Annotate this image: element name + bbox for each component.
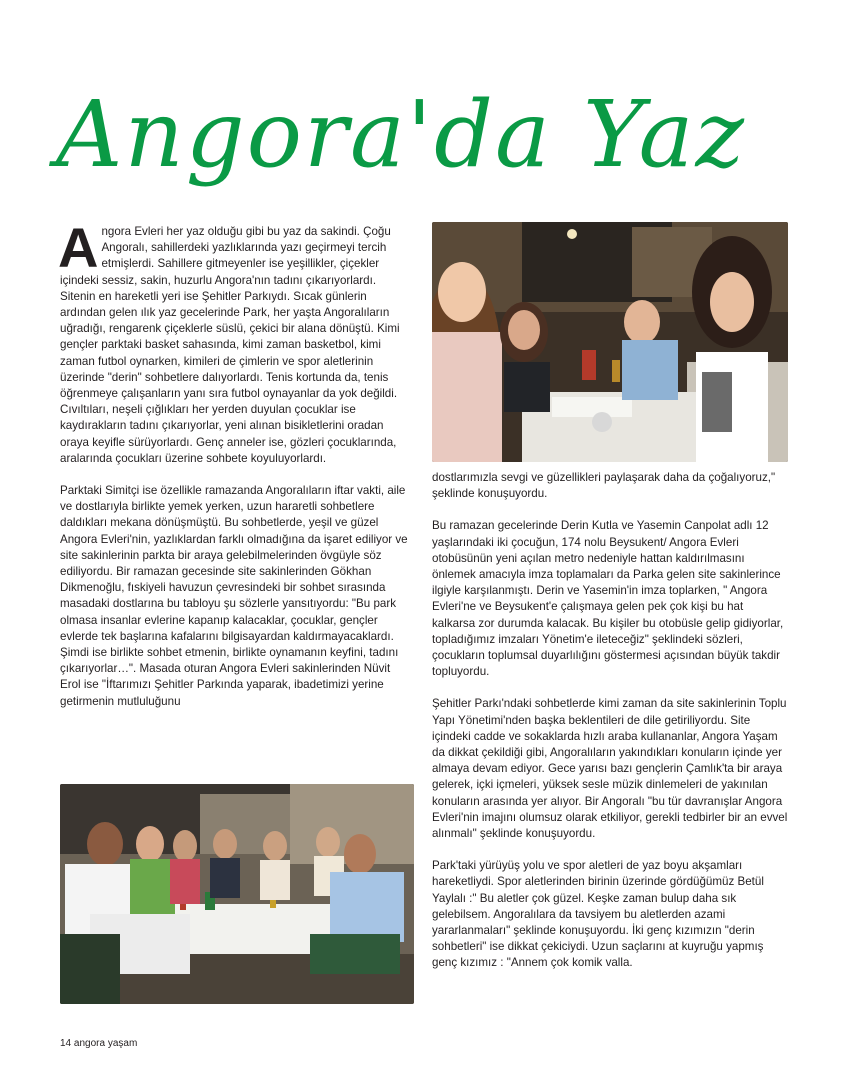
right-column bbox=[432, 470, 788, 988]
signature-campaign-paragraph: Bu ramazan gecelerinde Derin Kutla ve Yasemin Canpolat adlı 12 yaşlarındaki iki çocuğun, 174 nolu Beysukent/ Angora Evleri otobüsünün yeni açılan metro nedeniyle hattan kaldırılmasını önlemek amacıyla imza toplamaları da Parka gelen site sakinlerince ilgiyle karşılanmıştı. Derin ve Yasemin'in imza toplarken, " Angora Evleri'ne ve Beysukent'e çalışmaya gelen pek çok kişi bu hat kalkarsa zor durumda kalacak. Bu kişiler bu otobüsle gelip gidiyorlar, topladığımız imzaları Yönetim'e ileteceğiz" şeklindeki sözleri, çocukların toplumsal duyarlılığını göstermesi açısından büyük takdir topluyordu. bbox=[432, 519, 784, 679]
intro-paragraph bbox=[58, 216, 413, 467]
drop-cap: A bbox=[58, 216, 99, 279]
photo-people-at-table bbox=[432, 222, 788, 462]
residents-expectations-paragraph: Şehitler Parkı'ndaki sohbetlerde kimi zaman da site sakinlerinin Toplu Yapı Yönetimi'nden başka beklentileri de dile getiriliyordu. Site içindeki cadde ve sokaklarda hızlı araba kullananlar, Angora Yaşam da dikkat çekildiği gibi, Angoralıların yakındıkları konuların içinde yer almaya devam ediyor. Gece yarısı bazı gençlerin Çamlık'ta bir araya gelerek, içki içmeleri, yüksek sesle müzik dinlemeleri de yakınılan konuların arasında yer alıyor. Bir Angoralı "bu tür davranışlar Angora Evleri'nin imajını olumsuz olarak etkiliyor, gerekli tedbirler bir an evvel alınmalı" şeklinde konuşuyordu. bbox=[432, 697, 788, 841]
simitci-paragraph: Parktaki Simitçi ise özellikle ramazanda Angoralıların iftar vakti, aile ve dostlarıyla birlikte yemek yerken, uzun hararetli sohbetlere daldıkları mekana dönüşmüştü. Bu sohbetlerde, yeşil ve güzel Angora Evleri'nin, yazlıklardan farklı olmadığına da işaret ediliyor ve site sakinlerinin parkta bir araya gelebilmelerinden övgüyle söz ediliyordu. Bir ramazan gecesinde site sakinlerinden Gökhan Dikmenoğlu, fıskiyeli havuzun çevresindeki bir sohbet sırasında masadaki dostlarına bu tabloyu şu sözlerle yansıtıyordu: "Bu park olmasa insanlar evlerine kapanıp kalacaklar, çocuklar, gençler evlerde tek başlarına kafalarını bilgisayardan kaldırmayacaklardı. Şimdi ise birlikte sohbet etmenin, birlikte oynamanın keyfini, tadını çıkarıyorlar…". Masada oturan Angora Evleri sakinlerinden Nüvit Erol ise "İftarımızı Şehitler Parkında yaparak, ibadetimizi yerine getirmenin mutluluğunu bbox=[60, 484, 408, 708]
page-footer: 14 angora yaşam bbox=[60, 1038, 138, 1049]
intro-text: ngora Evleri her yaz olduğu gibi bu yaz da sakindi. Çoğu Angoralı, sahillerdeki yazlıklarında yazı geçirmeyi tercih etmişlerdi. Sahillere gitmeyenler ise yeşillikler, çiçekler içindeki sessiz, sakin, huzurlu Angora'nın tadını çıkarıyorlardı. Sitenin en hareketli yeri ise Şehitler Parkıydı. Sıcak günlerin ardından gelen ılık yaz gecelerinde Park, her yaşta Angoralıların uğradığı, rengarenk çiçeklerle süslü, çekici bir alana dönüştü. Kimi gençler parktaki basket sahasında, kimi zaman basketbol, kimi zaman futbol oynarken, kimileri de çimlerin ve spor aletlerinin üzerinde "derin" sohbetlere dalıyorlardı. Tenis kortunda da, tenis öğrenmeye çalışanların yanı sıra futbol oynayanlar da yok değildi. Cıvıltıları, neşeli çığlıkları her yerden duyulan çocuklar ise kaydırakların tadını çıkarıyorlar, yeni alınan bisikletlerini oradan oraya keyifle sürüyorlardı. Genç anneler ise, gözleri çocuklarında, aralarında çocukları üzerine sohbete koyuluyorlardı. bbox=[60, 225, 400, 465]
continued-paragraph: dostlarımızla sevgi ve güzellikleri paylaşarak daha da çoğalıyoruz," şeklinde konuşuyordu. bbox=[432, 471, 776, 501]
article-title: Angora'da Yaz bbox=[56, 81, 746, 188]
photo-group-dinner bbox=[60, 784, 414, 1004]
left-column bbox=[58, 216, 413, 726]
walking-path-paragraph: Park'taki yürüyüş yolu ve spor aletleri de yaz boyu akşamları hareketliydi. Spor aletlerinden birinin üzerinde gördüğümüz Betül Yaylalı :" Bu aletler çok güzel. Keşke zaman bulup daha sık gelebilsem. Angoralılara da tavsiyem bu aletlerden azami yararlanmaları" şeklinde konuşuyordu. İki genç kızımızın "derin sohbetleri" ise dikkat çekiciydi. Uzun saçlarını at kuyruğu yapmış genç kızımız : "Annem çok komik valla. bbox=[432, 859, 764, 970]
